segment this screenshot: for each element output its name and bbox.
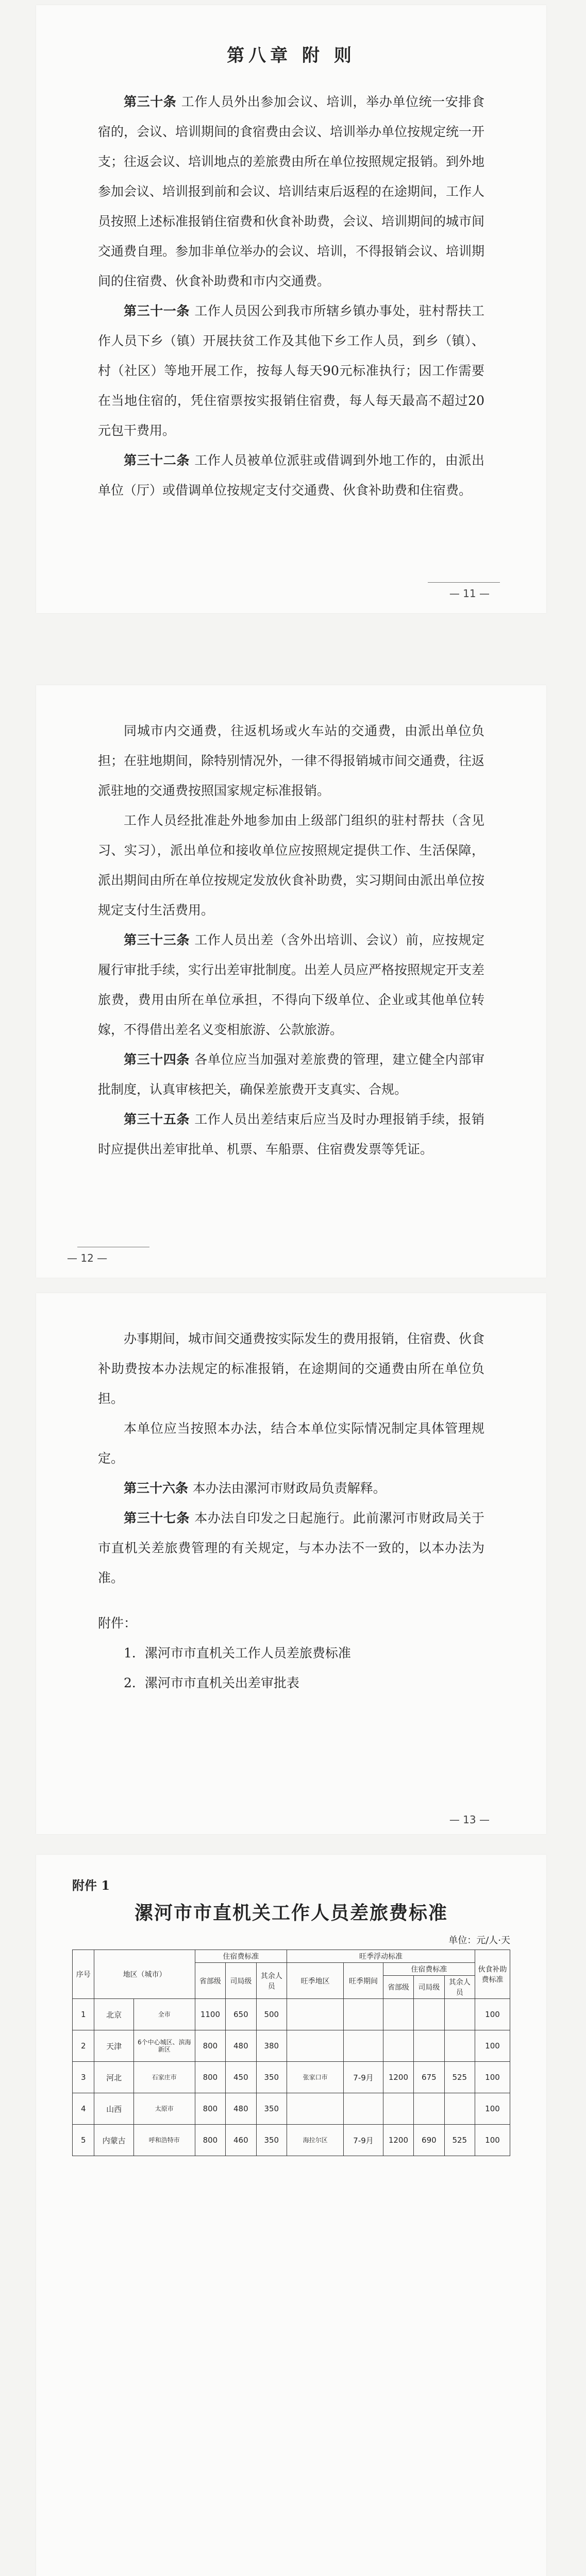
- table-cell-pr: [287, 1999, 343, 2030]
- paragraph: [98, 296, 484, 446]
- paragraph: [98, 1503, 484, 1593]
- table-cell-pr: 海拉尔区: [287, 2125, 343, 2156]
- paragraph: [98, 1045, 484, 1105]
- table-cell-a: 800: [195, 2062, 225, 2093]
- header-meal: 伙食补助费标准: [475, 1950, 510, 1999]
- table-cell-b: 460: [226, 2125, 256, 2156]
- table-cell-no: 5: [73, 2125, 94, 2156]
- table-cell-c: 350: [256, 2062, 287, 2093]
- paragraph-text: 本办法由漯河市财政局负责解释。: [192, 1481, 386, 1496]
- table-cell-meal: 100: [475, 2062, 510, 2093]
- table-cell-city: 6个中心城区、滨海新区: [133, 2030, 195, 2062]
- article-number: 第三十一条: [124, 303, 195, 318]
- paragraph-text: 工作人员被单位派驻或借调到外地工作的，由派出单位（厅）或借调单位按规定支付交通费、伙食补助费和住宿费。: [98, 453, 484, 498]
- table-cell-b: 480: [226, 2093, 256, 2125]
- annex-label: 附件 1: [72, 1878, 110, 1893]
- table-cell-pp: [344, 2093, 383, 2125]
- paragraph: [98, 1414, 484, 1473]
- chapter-heading: 第八章 附 则: [227, 45, 356, 66]
- table-cell-meal: 100: [475, 2125, 510, 2156]
- table-cell-pb: [414, 2093, 444, 2125]
- paragraph-text: 工作人员因公到我市所辖乡镇办事处，驻村帮扶工作人员下乡（镇）开展扶贫工作及其他下乡工作人员，到乡（镇）、村（社区）等地开展工作，按每人每天90元标准执行；因工作需要在当地住宿的，凭住宿票按实报销住宿费，每人每天最高不超过20元包干费用。: [98, 303, 484, 438]
- table-cell-pc: [444, 2093, 475, 2125]
- paragraph-text: 工作人员经批准赴外地参加由上级部门组织的驻村帮扶（含见习、实习），派出单位和接收单位应按照规定提供工作、生活保障，派出期间由所在单位按规定发放伙食补助费，实习期间由派出单位按规定支付生活费用。: [98, 813, 485, 918]
- table-row: [73, 2062, 510, 2093]
- header-peak-period: 旺季期间: [344, 1963, 383, 1999]
- page1-body: [98, 87, 484, 505]
- document-page-1: [36, 5, 546, 613]
- table-cell-b: 450: [226, 2062, 256, 2093]
- table-cell-pp: [344, 1999, 383, 2030]
- table-row: [73, 2125, 510, 2156]
- article-number: 第三十六条: [124, 1481, 193, 1496]
- document-page-3: [36, 1293, 546, 1834]
- table-cell-pc: 525: [444, 2062, 475, 2093]
- table-cell-meal: 100: [475, 2030, 510, 2062]
- table-cell-prov: 河北: [94, 2062, 133, 2093]
- table-cell-b: 480: [226, 2030, 256, 2062]
- paragraph: [98, 1473, 484, 1503]
- header-peak: 旺季浮动标准: [287, 1950, 475, 1963]
- table-cell-prov: 内蒙古: [94, 2125, 133, 2156]
- document-page-4: [36, 1855, 546, 2576]
- article-number: 第三十四条: [124, 1052, 195, 1067]
- table-cell-pr: 张家口市: [287, 2062, 343, 2093]
- header-vice: 省部级: [195, 1963, 225, 1999]
- article-number: 第三十二条: [124, 453, 195, 468]
- table-cell-pb: [414, 2030, 444, 2062]
- article-number: 第三十五条: [124, 1112, 195, 1127]
- table-cell-pb: 690: [414, 2125, 444, 2156]
- header-bureau: 司局级: [226, 1963, 256, 1999]
- table-cell-prov: 北京: [94, 1999, 133, 2030]
- table-cell-b: 650: [226, 1999, 256, 2030]
- table-cell-pa: [383, 2030, 413, 2062]
- table-cell-city: 全市: [133, 1999, 195, 2030]
- paragraph: [98, 87, 484, 296]
- paragraph: [98, 716, 484, 806]
- page2-body: [98, 716, 484, 1164]
- attachments-list: [98, 1638, 484, 1698]
- table-cell-meal: 100: [475, 2093, 510, 2125]
- paragraph: [98, 1105, 484, 1164]
- table-cell-city: 呼和浩特市: [133, 2125, 195, 2156]
- table-cell-prov: 山西: [94, 2093, 133, 2125]
- table-cell-prov: 天津: [94, 2030, 133, 2062]
- table-cell-pc: [444, 2030, 475, 2062]
- table-cell-pa: 1200: [383, 2062, 413, 2093]
- table-cell-pb: 675: [414, 2062, 444, 2093]
- table-cell-a: 800: [195, 2030, 225, 2062]
- header-others: 其余人员: [256, 1963, 287, 1999]
- table-cell-c: 350: [256, 2125, 287, 2156]
- paragraph: [98, 1324, 484, 1414]
- table-cell-c: 380: [256, 2030, 287, 2062]
- table-cell-c: 350: [256, 2093, 287, 2125]
- paragraph: [98, 925, 484, 1045]
- table-cell-pc: 525: [444, 2125, 475, 2156]
- unit-note: 单位：元/人·天: [448, 1935, 510, 1946]
- table-cell-no: 4: [73, 2093, 94, 2125]
- paragraph-text: 工作人员外出参加会议、培训，举办单位统一安排食宿的，会议、培训期间的食宿费由会议、培训举办单位按规定统一开支；往返会议、培训地点的差旅费由所在单位按照规定报销。到外地参加会议、培训报到前和会议、培训结束后返程的在途期间，工作人员按照上述标准报销住宿费和伙食补助费，会议、培训期间的城市间交通费自理。参加非单位举办的会议、培训，不得报销会议、培训期间的住宿费、伙食补助费和市内交通费。: [98, 94, 485, 289]
- article-number: 第三十三条: [124, 933, 195, 947]
- table-cell-a: 800: [195, 2093, 225, 2125]
- article-number: 第三十七条: [124, 1511, 195, 1526]
- table-cell-pp: 7-9月: [344, 2062, 383, 2093]
- paragraph-text: 同城市内交通费，往返机场或火车站的交通费，由派出单位负担；在驻地期间，除特别情况外，一律不得报销城市间交通费，往返派驻地的交通费按照国家规定标准报销。: [98, 723, 485, 798]
- header-region: 地区（城市）: [94, 1950, 195, 1999]
- table-cell-pr: [287, 2093, 343, 2125]
- table-cell-a: 1100: [195, 1999, 225, 2030]
- document-page-2: [36, 685, 546, 1278]
- header-peak-std: 住宿费标准: [383, 1963, 475, 1976]
- attachment-item: 1．漯河市市直机关工作人员差旅费标准: [124, 1646, 351, 1660]
- table-cell-pc: [444, 1999, 475, 2030]
- paragraph-text: 工作人员出差（含外出培训、会议）前，应按规定履行审批手续，实行出差审批制度。出差人员应严格按照规定开支差旅费，费用由所在单位承担，不得向下级单位、企业或其他单位转嫁，不得借出差名义变相旅游、公款旅游。: [98, 933, 485, 1037]
- table-cell-pa: 1200: [383, 2125, 413, 2156]
- table-cell-pa: [383, 1999, 413, 2030]
- page-number: — 11 —: [449, 587, 490, 600]
- table-cell-city: 石家庄市: [133, 2062, 195, 2093]
- table-cell-no: 1: [73, 1999, 94, 2030]
- header-lodging: 住宿费标准: [195, 1950, 287, 1963]
- attachment-item: 2．漯河市市直机关出差审批表: [124, 1675, 299, 1690]
- table-cell-no: 3: [73, 2062, 94, 2093]
- header-no: 序号: [73, 1950, 94, 1999]
- page3-body: [98, 1324, 484, 1593]
- header-peak-vice: 省部级: [383, 1976, 413, 1999]
- table-row: [73, 2093, 510, 2125]
- paragraph-text: 办事期间，城市间交通费按实际发生的费用报销，住宿费、伙食补助费按本办法规定的标准报销，在途期间的交通费由所在单位负担。: [98, 1331, 485, 1406]
- table-cell-c: 500: [256, 1999, 287, 2030]
- travel-expense-table: [72, 1950, 510, 2156]
- paragraph-text: 本办法自印发之日起施行。此前漯河市财政局关于市直机关差旅费管理的有关规定，与本办法不一致的，以本办法为准。: [98, 1511, 484, 1585]
- paragraph-text: 各单位应当加强对差旅费的管理，建立健全内部审批制度，认真审核把关，确保差旅费开支真实、合规。: [98, 1052, 484, 1097]
- page-number: — 12 —: [67, 1252, 108, 1264]
- table-cell-no: 2: [73, 2030, 94, 2062]
- page-rule: [428, 582, 500, 583]
- page-number: — 13 —: [449, 1814, 490, 1826]
- table-cell-pp: 7-9月: [344, 2125, 383, 2156]
- table-title: 漯河市市直机关工作人员差旅费标准: [134, 1902, 448, 1924]
- table-cell-pp: [344, 2030, 383, 2062]
- table-cell-meal: 100: [475, 1999, 510, 2030]
- paragraph-text: 本单位应当按照本办法，结合本单位实际情况制定具体管理规定。: [98, 1421, 484, 1466]
- article-number: 第三十条: [124, 94, 181, 109]
- header-peak-others: 其余人员: [444, 1976, 475, 1999]
- table-cell-a: 800: [195, 2125, 225, 2156]
- table-cell-city: 太原市: [133, 2093, 195, 2125]
- paragraph: [98, 806, 484, 925]
- header-peak-region: 旺季地区: [287, 1963, 343, 1999]
- table-cell-pb: [414, 1999, 444, 2030]
- table-cell-pa: [383, 2093, 413, 2125]
- table-row: [73, 1999, 510, 2030]
- header-peak-bureau: 司局级: [414, 1976, 444, 1999]
- table-cell-pr: [287, 2030, 343, 2062]
- paragraph-text: 工作人员出差结束后应当及时办理报销手续，报销时应提供出差审批单、机票、车船票、住宿费发票等凭证。: [98, 1112, 484, 1157]
- table-row: [73, 2030, 510, 2062]
- paragraph: [98, 446, 484, 505]
- attachments-heading: 附件：: [98, 1616, 137, 1631]
